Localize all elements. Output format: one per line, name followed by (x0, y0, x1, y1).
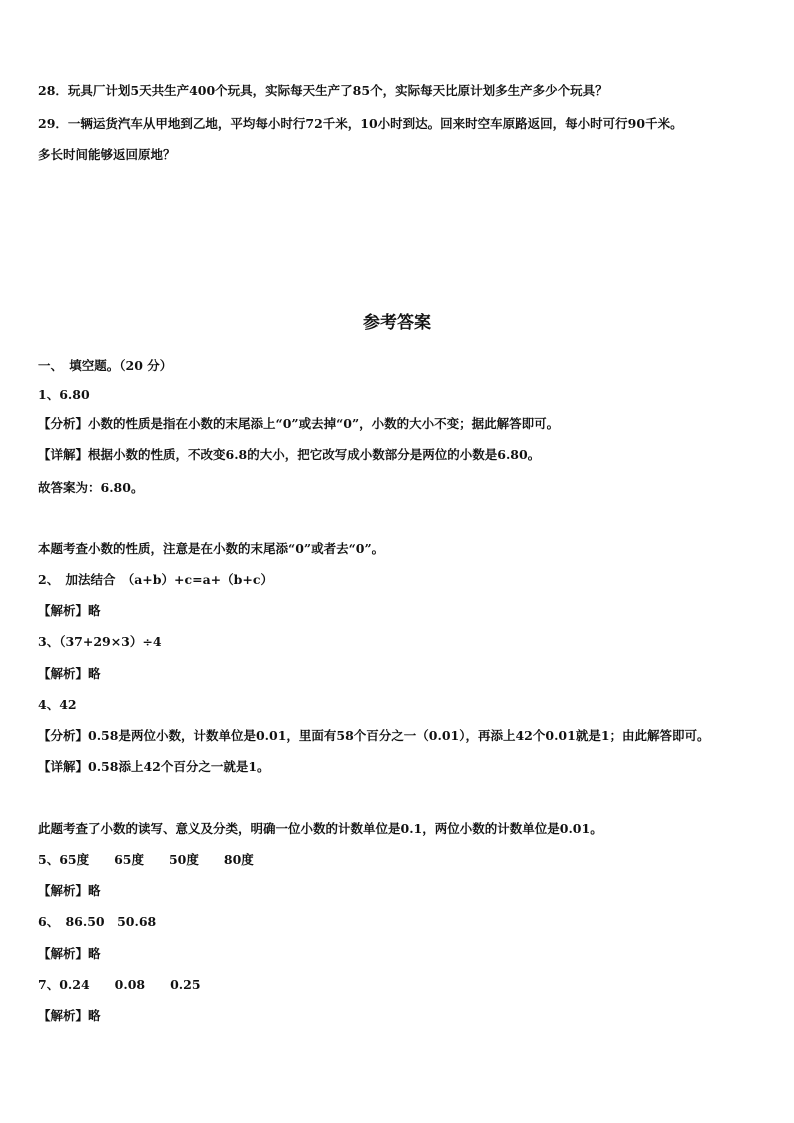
answer-line: 本题考查小数的性质，注意是在小数的末尾添“0”或者去“0”。 (38, 541, 385, 556)
answer-line: 【解析】略 (38, 1008, 101, 1023)
section-heading: 一、 填空题。（20 分） (38, 358, 173, 373)
answer-line: 1、6.80 (38, 387, 90, 402)
answer-line: 7、0.24 0.08 0.25 (38, 977, 201, 992)
answer-line: 4、42 (38, 697, 77, 712)
question-28: 28．玩具厂计划5天共生产400个玩具，实际每天生产了85个，实际每天比原计划多生产多少个玩具？ (38, 83, 608, 98)
answer-line: 【解析】略 (38, 666, 101, 681)
question-29-line1: 29．一辆运货汽车从甲地到乙地，平均每小时行72千米，10小时到达。回来时空车原路返回，每小时可行90千米。 (38, 116, 683, 131)
answer-line: 【分析】0.58是两位小数，计数单位是0.01，里面有58个百分之一（0.01），再添上42个0.01就是1；由此解答即可。 (38, 728, 710, 743)
answer-line: 2、 加法结合 （a+b）+c=a+（b+c） (38, 572, 273, 587)
answer-line: 【详解】根据小数的性质，不改变6.8的大小，把它改写成小数部分是两位的小数是6.80。 (38, 447, 541, 462)
question-29-line2: 多长时间能够返回原地？ (38, 147, 176, 162)
answer-line: 此题考查了小数的读写、意义及分类，明确一位小数的计数单位是0.1，两位小数的计数单位是0.01。 (38, 821, 603, 836)
answer-line: 故答案为：6.80。 (38, 480, 144, 495)
answer-line: 【分析】小数的性质是指在小数的末尾添上“0”或去掉“0”，小数的大小不变；据此解答即可。 (38, 416, 560, 431)
answer-line: 【详解】0.58添上42个百分之一就是1。 (38, 759, 270, 774)
answer-line: 3、（37+29×3）÷4 (38, 634, 162, 649)
answer-title: 参考答案 (363, 313, 431, 333)
answer-line: 6、 86.50 50.68 (38, 914, 157, 929)
answer-line: 【解析】略 (38, 603, 101, 618)
answer-line: 5、65度 65度 50度 80度 (38, 852, 254, 867)
answer-line: 【解析】略 (38, 883, 101, 898)
answer-line: 【解析】略 (38, 946, 101, 961)
